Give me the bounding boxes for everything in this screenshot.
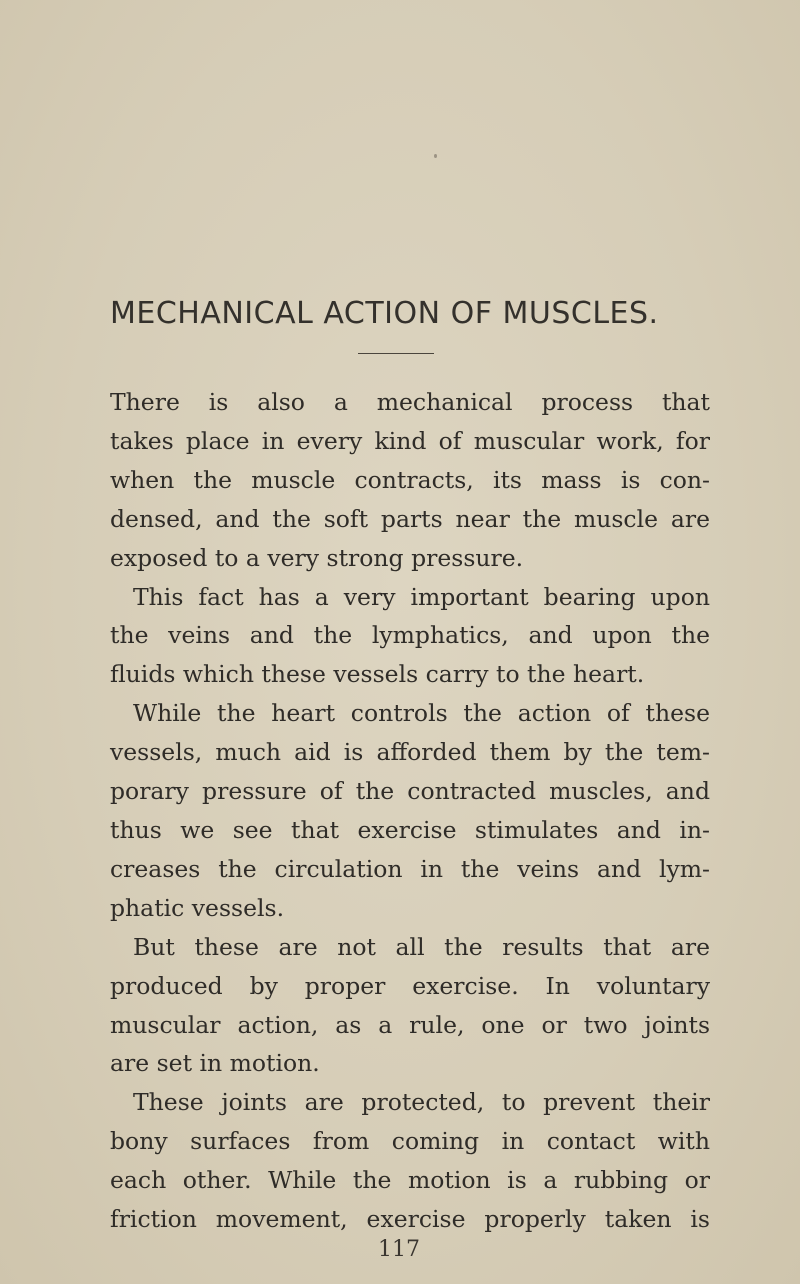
text-line: muscular action, as a rule, one or two joints [110,1010,710,1039]
text-line: vessels, much aid is afforded them by the tem- [110,738,710,767]
text-line: each other. While the motion is a rubbing or [110,1166,710,1195]
text-line: produced by proper exercise. In voluntary [110,971,710,1000]
chapter-title: MECHANICAL ACTION OF MUSCLES. [110,296,659,331]
text-line: friction movement, exercise properly taken is [110,1205,710,1234]
text-line: While the heart controls the action of these [133,699,710,728]
text-line: But these are not all the results that are [133,932,710,961]
text-line: takes place in every kind of muscular work, for [110,426,710,455]
text-line: phatic vessels. [110,893,285,922]
text-line: the veins and the lymphatics, and upon the [110,621,710,650]
text-line: There is also a mechanical process that [110,388,710,416]
text-line: fluids which these vessels carry to the heart. [110,660,645,689]
page-number: 117 [378,1237,420,1262]
text-line: bony surfaces from coming in contact with [110,1127,710,1156]
text-line: exposed to a very strong pressure. [110,543,524,572]
paper-speck [434,154,437,158]
text-line: creases the circulation in the veins and lym- [110,854,710,883]
text-line: These joints are protected, to prevent their [133,1088,710,1117]
text-line: densed, and the soft parts near the muscle are [110,504,710,533]
text-line: thus we see that exercise stimulates and in- [110,815,710,844]
text-line: This fact has a very important bearing upon [133,582,710,611]
text-line: porary pressure of the contracted muscles, and [110,777,710,806]
title-divider [358,353,434,354]
text-line: are set in motion. [110,1049,320,1078]
body-text [110,383,710,1239]
text-line: when the muscle contracts, its mass is con- [110,465,710,494]
